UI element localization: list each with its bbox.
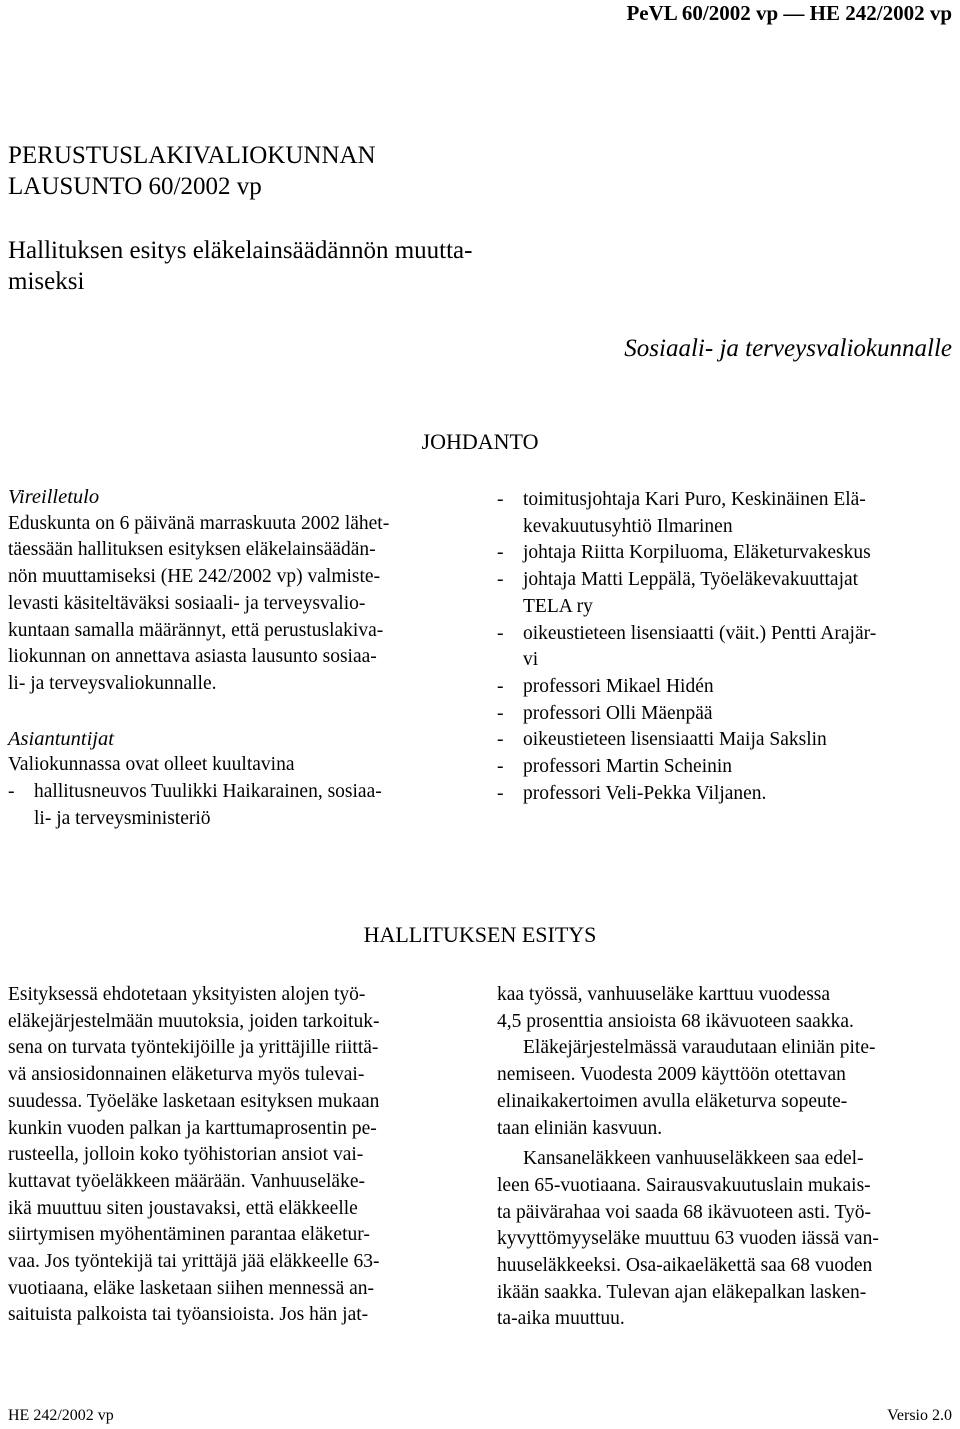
text-line: sena on turvata työntekijöille ja yrittäjille riittä- bbox=[8, 1037, 379, 1059]
text-line: Eduskunta on 6 päivänä marraskuuta 2002 lähet- bbox=[8, 512, 390, 534]
expert-list-item bbox=[497, 540, 957, 567]
text-line: Esityksessä ehdotetaan yksityisten alojen työ- bbox=[8, 984, 366, 1005]
document-title bbox=[8, 140, 376, 202]
text-line: TELA ry bbox=[523, 595, 593, 617]
johdanto-left-column bbox=[8, 484, 463, 832]
text-line: professori Martin Scheinin bbox=[523, 756, 733, 778]
text-line: saituista palkoista tai työansioista. Jos hän jat- bbox=[8, 1304, 369, 1326]
text-line: li- ja terveysministeriö bbox=[34, 807, 211, 829]
vireilletulo-paragraph bbox=[8, 511, 463, 698]
expert-list-item bbox=[497, 701, 957, 728]
text-line: huuseläkkeeksi. Osa-aikaeläkettä saa 68 vuoden bbox=[497, 1255, 873, 1277]
list-dash: - bbox=[497, 622, 504, 644]
text-line: vaa. Jos työntekijä tai yrittäjä jää eläkkeelle 63- bbox=[8, 1251, 380, 1273]
expert-list-item bbox=[497, 621, 957, 674]
asiantuntijat-intro: Valiokunnassa ovat olleet kuultavina bbox=[8, 754, 295, 776]
text-line: liokunnan on annettava asiasta lausunto sosiaa- bbox=[8, 646, 377, 668]
list-dash: - bbox=[497, 542, 504, 564]
running-header: PeVL 60/2002 vp — HE 242/2002 vp bbox=[626, 1, 952, 25]
paragraph bbox=[497, 1035, 957, 1142]
document-subtitle bbox=[8, 235, 472, 297]
text-line: kuntaan samalla määrännyt, että perustuslakiva- bbox=[8, 619, 384, 641]
document-title-line: PERUSTUSLAKIVALIOKUNNAN bbox=[8, 142, 376, 169]
esitys-right-column bbox=[497, 982, 957, 1333]
text-line: vä ansiosidonnainen eläketurva myös tulevai- bbox=[8, 1064, 365, 1086]
list-dash: - bbox=[497, 489, 504, 510]
list-dash: - bbox=[497, 569, 504, 591]
johdanto-right-column bbox=[497, 487, 957, 807]
text-line: ikään saakka. Tulevan ajan eläkepalkan lasken- bbox=[497, 1281, 867, 1303]
text-line: Eläkejärjestelmässä varaudutaan eliniän pite- bbox=[523, 1037, 876, 1059]
text-line: kaa työssä, vanhuuseläke karttuu vuodessa bbox=[497, 984, 831, 1005]
text-line: täessään hallituksen esityksen eläkelainsäädän- bbox=[8, 539, 376, 561]
text-line: eläkejärjestelmään muutoksia, joiden tarkoituk- bbox=[8, 1010, 380, 1032]
text-line: vuotiaana, eläke lasketaan siihen mennessä an- bbox=[8, 1277, 375, 1299]
footer-version: Versio 2.0 bbox=[887, 1407, 952, 1424]
text-line: kevakuutusyhtiö Ilmarinen bbox=[523, 515, 733, 537]
document-title-line: LAUSUNTO 60/2002 vp bbox=[8, 173, 262, 200]
esitys-left-column bbox=[8, 982, 465, 1329]
expert-list-item bbox=[497, 781, 957, 808]
footer-document-id: HE 242/2002 vp bbox=[8, 1407, 114, 1424]
list-dash: - bbox=[497, 729, 504, 751]
expert-list-item bbox=[497, 674, 957, 701]
text-line: oikeustieteen lisensiaatti Maija Sakslin bbox=[523, 729, 827, 751]
text-line: 4,5 prosenttia ansioista 68 ikävuoteen saakka. bbox=[497, 1010, 854, 1032]
list-dash: - bbox=[497, 702, 504, 724]
text-line: nön muuttamiseksi (HE 242/2002 vp) valmiste- bbox=[8, 566, 381, 588]
section-heading-johdanto: JOHDANTO bbox=[421, 429, 539, 454]
text-line: johtaja Matti Leppälä, Työeläkevakuuttajat bbox=[523, 569, 859, 591]
list-dash: - bbox=[497, 756, 504, 778]
expert-list-item bbox=[497, 754, 957, 781]
subheading-vireilletulo: Vireilletulo bbox=[8, 486, 100, 508]
subheading-asiantuntijat: Asiantuntijat bbox=[8, 727, 114, 750]
text-line: ikä muuttuu siten joustavaksi, että eläkkeelle bbox=[8, 1197, 358, 1219]
section-heading-hallituksen-esitys: HALLITUKSEN ESITYS bbox=[363, 922, 597, 947]
text-line: elinaikakertoimen avulla eläketurva sopeute- bbox=[497, 1090, 848, 1112]
text-line: kyvyttömyyseläke muuttuu 63 vuoden iässä van- bbox=[497, 1228, 879, 1250]
text-line: ta päivärahaa voi saada 68 ikävuoteen asti. Työ- bbox=[497, 1201, 872, 1223]
text-line: taan eliniän kasvuun. bbox=[497, 1117, 663, 1139]
text-line: Kansaneläkkeen vanhuuseläkkeen saa edel- bbox=[523, 1148, 864, 1170]
list-dash: - bbox=[497, 675, 504, 697]
list-dash: - bbox=[8, 781, 15, 803]
recipient-line: Sosiaali- ja terveysvaliokunnalle bbox=[624, 335, 952, 362]
text-line: professori Veli-Pekka Viljanen. bbox=[523, 782, 767, 804]
expert-list-item bbox=[497, 567, 957, 620]
text-line: professori Olli Mäenpää bbox=[523, 702, 713, 724]
text-line: kuttavat työeläkkeen määrään. Vanhuuseläke- bbox=[8, 1170, 365, 1192]
expert-list-item bbox=[497, 727, 957, 754]
text-line: suudessa. Työeläke lasketaan esityksen mukaan bbox=[8, 1090, 380, 1112]
text-line: nemiseen. Vuodesta 2009 käyttöön otettavan bbox=[497, 1064, 846, 1086]
text-line: johtaja Riitta Korpiluoma, Eläketurvakeskus bbox=[523, 542, 871, 564]
text-line: professori Mikael Hidén bbox=[523, 675, 714, 697]
paragraph bbox=[497, 1146, 957, 1333]
list-dash: - bbox=[497, 782, 504, 804]
text-line: ta-aika muuttuu. bbox=[497, 1308, 625, 1330]
text-line: toimitusjohtaja Kari Puro, Keskinäinen Elä- bbox=[523, 489, 866, 510]
paragraph bbox=[497, 982, 957, 1035]
text-line: levasti käsiteltäväksi sosiaali- ja terveysvalio- bbox=[8, 592, 366, 614]
text-line: vi bbox=[523, 649, 539, 671]
text-line: kunkin vuoden palkan ja karttumaprosentin pe- bbox=[8, 1117, 377, 1139]
document-subtitle-line: miseksi bbox=[8, 268, 85, 295]
text-line: oikeustieteen lisensiaatti (väit.) Pentti Arajär- bbox=[523, 622, 877, 644]
expert-list-item bbox=[497, 487, 957, 540]
text-line: hallitusneuvos Tuulikki Haikarainen, sosiaa- bbox=[34, 781, 382, 803]
text-line: li- ja terveysvaliokunnalle. bbox=[8, 672, 217, 694]
document-subtitle-line: Hallituksen esitys eläkelainsäädännön muutta- bbox=[8, 237, 473, 264]
text-line: leen 65-vuotiaana. Sairausvakuutuslain mukais- bbox=[497, 1174, 871, 1196]
text-line: rusteella, jolloin koko työhistorian ansiot vai- bbox=[8, 1144, 364, 1166]
text-line: siirtymisen myöhentäminen parantaa eläketur- bbox=[8, 1224, 370, 1246]
expert-list-item bbox=[8, 779, 463, 832]
